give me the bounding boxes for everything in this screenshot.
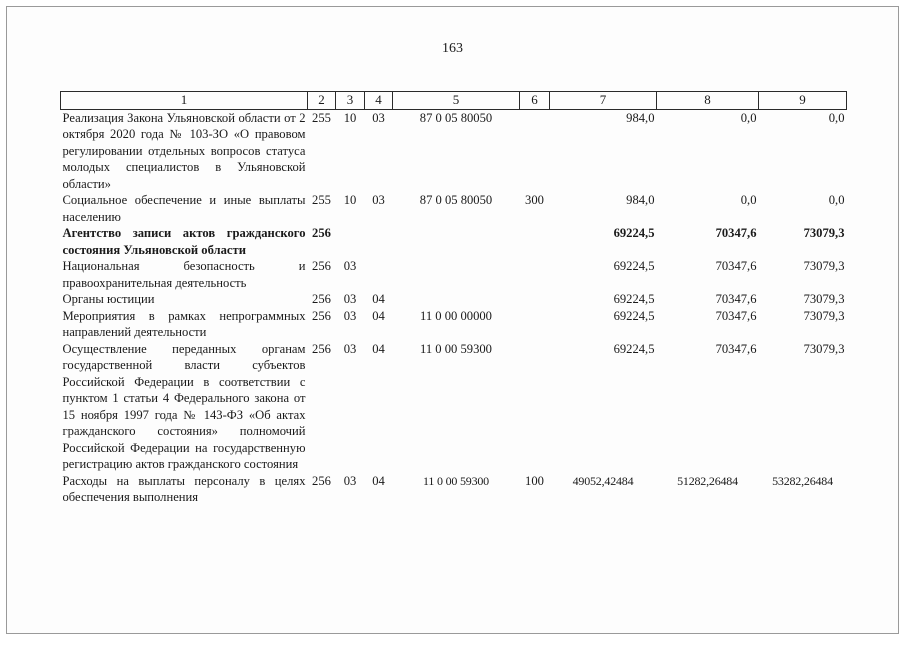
- cell-col-5: [393, 258, 520, 291]
- column-header: 8: [657, 92, 759, 110]
- cell-col-9: 73079,3: [803, 292, 845, 306]
- row-name: Мероприятия в рамках непрограммных направлений деятельности: [62, 308, 306, 339]
- table-row: [61, 192, 847, 225]
- cell-col-4: [365, 258, 393, 291]
- cell-col-9: 0,0: [828, 193, 845, 207]
- table-row: [61, 291, 847, 308]
- cell-col-9: 73079,3: [803, 226, 845, 240]
- cell-col-8: 70347,6: [715, 292, 757, 306]
- column-header: 5: [393, 92, 520, 110]
- cell-col-4: 04: [372, 292, 385, 306]
- cell-col-5: 87 0 05 80050: [419, 193, 493, 207]
- cell-col-3: 03: [343, 259, 357, 273]
- cell-col-5: 11 0 00 00000: [420, 308, 492, 323]
- cell-col-8: 51282,26484: [677, 473, 738, 488]
- cell-col-7: 984,0: [626, 110, 655, 125]
- cell-col-7: 984,0: [626, 193, 655, 207]
- cell-col-4: 04: [372, 308, 385, 323]
- cell-col-8: 70347,6: [715, 226, 757, 240]
- row-name: Органы юстиции: [62, 292, 155, 306]
- cell-col-3: 03: [343, 292, 357, 306]
- page-number: 163: [442, 41, 463, 56]
- cell-col-6: [520, 291, 550, 308]
- column-header: 1: [61, 92, 308, 110]
- column-header: 7: [550, 92, 657, 110]
- cell-col-5: [393, 291, 520, 308]
- cell-col-5: [393, 225, 520, 258]
- cell-col-8: 70347,6: [715, 259, 757, 273]
- cell-col-3: 03: [343, 308, 357, 323]
- table-row: [61, 258, 847, 291]
- cell-col-7: 69224,5: [613, 226, 655, 240]
- cell-col-8: 0,0: [740, 193, 757, 207]
- cell-col-4: 03: [372, 193, 385, 207]
- column-header: 4: [365, 92, 393, 110]
- table-row: [61, 473, 847, 506]
- cell-col-5: 11 0 00 59300: [423, 473, 489, 488]
- cell-col-2: 256: [312, 292, 331, 306]
- cell-col-3: 10: [343, 110, 357, 125]
- row-name: Социальное обеспечение и иные выплаты населению: [62, 193, 306, 224]
- cell-col-6: [520, 109, 550, 192]
- cell-col-7: 69224,5: [613, 292, 655, 306]
- row-name: Агентство записи актов гражданского состояния Ульяновской области: [62, 226, 306, 257]
- cell-col-2: 256: [312, 473, 331, 488]
- cell-col-9: 0,0: [828, 110, 845, 125]
- cell-col-9: 53282,26484: [772, 473, 833, 488]
- row-name: Расходы на выплаты персоналу в целях обеспечения выполнения: [62, 473, 306, 504]
- table-row: [61, 341, 847, 473]
- cell-col-4: [365, 225, 393, 258]
- row-name: Реализация Закона Ульяновской области от 2 октября 2020 года № 103-ЗО «О правовом регулировании отдельных вопросов статуса молодых специалистов в Ульяновской области»: [62, 110, 306, 191]
- column-header: 2: [308, 92, 336, 110]
- cell-col-9: 73079,3: [803, 341, 845, 356]
- cell-col-8: 0,0: [740, 110, 757, 125]
- cell-col-6: [520, 258, 550, 291]
- cell-col-2: 256: [312, 226, 331, 240]
- cell-col-8: 70347,6: [715, 341, 757, 356]
- row-name: Национальная безопасность и правоохранительная деятельность: [62, 259, 306, 290]
- cell-col-7: 69224,5: [613, 259, 655, 273]
- cell-col-5: 11 0 00 59300: [420, 341, 492, 356]
- cell-col-4: 03: [372, 110, 385, 125]
- cell-col-6: 300: [525, 193, 544, 207]
- cell-col-7: 69224,5: [613, 308, 655, 323]
- document-page: [6, 6, 899, 634]
- cell-col-3: [336, 225, 365, 258]
- cell-col-2: 256: [312, 341, 331, 356]
- cell-col-7: 69224,5: [613, 341, 655, 356]
- cell-col-2: 256: [312, 259, 331, 273]
- column-header: 9: [759, 92, 847, 110]
- cell-col-3: 10: [343, 193, 357, 207]
- cell-col-7: 49052,42484: [572, 473, 634, 488]
- cell-col-2: 255: [312, 110, 331, 125]
- cell-col-3: 03: [343, 341, 357, 356]
- cell-col-5: 87 0 05 80050: [419, 110, 493, 125]
- cell-col-6: [520, 308, 550, 341]
- table-row: [61, 308, 847, 341]
- cell-col-2: 256: [312, 308, 331, 323]
- cell-col-6: [520, 341, 550, 473]
- cell-col-4: 04: [372, 473, 385, 488]
- cell-col-3: 03: [343, 473, 357, 488]
- budget-table: [60, 91, 847, 506]
- table-row: [61, 225, 847, 258]
- cell-col-6: 100: [525, 473, 544, 488]
- cell-col-9: 73079,3: [803, 308, 845, 323]
- table-header-row: [61, 92, 847, 110]
- cell-col-9: 73079,3: [803, 259, 845, 273]
- cell-col-8: 70347,6: [715, 308, 757, 323]
- column-header: 3: [336, 92, 365, 110]
- cell-col-6: [520, 225, 550, 258]
- cell-col-2: 255: [312, 193, 331, 207]
- row-name: Осуществление переданных органам государственной власти субъектов Российской Федерации в соответствии с пунктом 1 статьи 4 Федерального закона от 15 ноября 1997 года № 143-ФЗ «Об актах гражданского состояния» полномочий Российской Федерации на государственную регистрацию актов гражданского состояния: [62, 341, 306, 471]
- table-row: [61, 109, 847, 192]
- column-header: 6: [520, 92, 550, 110]
- cell-col-4: 04: [372, 341, 385, 356]
